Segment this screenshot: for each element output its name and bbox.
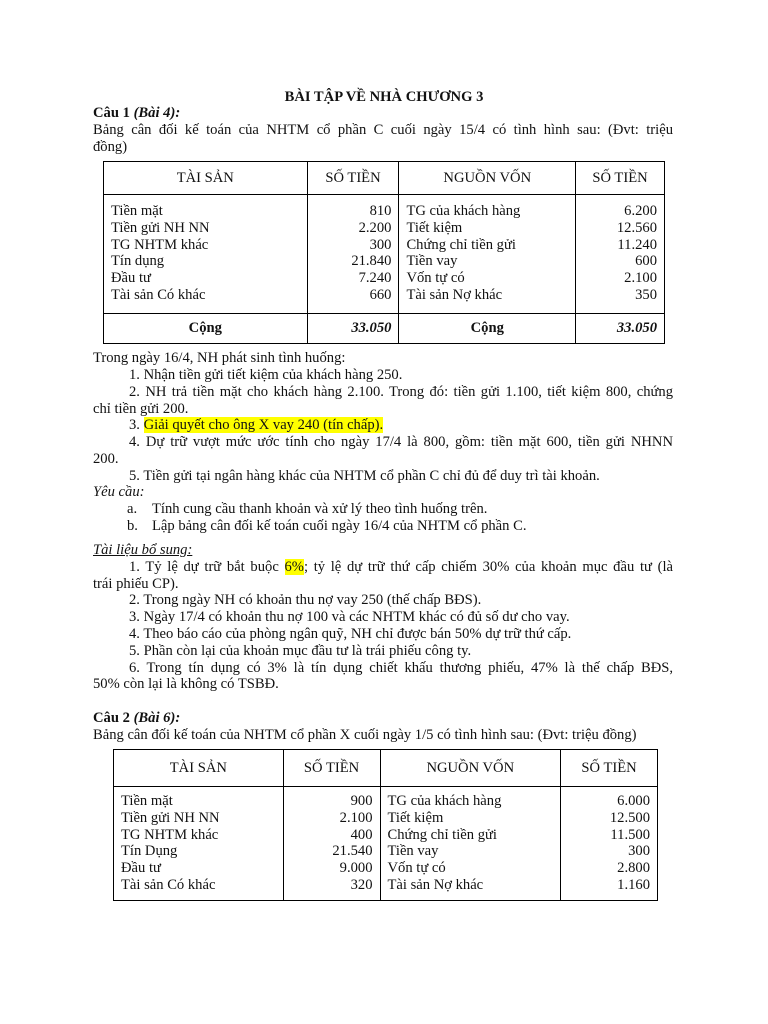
q2-source-value: 1.160: [617, 876, 650, 893]
q2-source-item: Tiết kiệm: [387, 809, 444, 826]
q1-situation-intro: Trong ngày 16/4, NH phát sinh tình huống:: [93, 350, 346, 366]
q1-table-body-row: [104, 195, 665, 314]
q1-supplement-3: 3. Ngày 17/4 có khoản thu nợ 100 và các NHTM khác có đủ số dư cho vay.: [129, 609, 570, 625]
q1-supplement-2: 2. Trong ngày NH có khoản thu nợ vay 250 (thế chấp BĐS).: [129, 592, 482, 608]
q2-asset-value: 2.100: [339, 809, 373, 826]
q1-situation-3-number: 3.: [129, 417, 140, 433]
q2-header-assets: TÀI SẢN: [114, 750, 284, 787]
q1-balance-table: [103, 161, 665, 344]
q1-heading: [93, 105, 180, 122]
q1-asset-value: 7.240: [358, 270, 392, 287]
q2-asset-item: Tiền gửi NH NN: [121, 809, 220, 826]
q1-supplement-1-highlight: 6%: [284, 559, 304, 575]
q1-heading-label: Câu 1: [93, 105, 130, 121]
q2-source-item: Vốn tự có: [387, 860, 446, 877]
q2-asset-value: 400: [350, 826, 373, 843]
q1-requirement-a: Tính cung cầu thanh khoản và xử lý theo tình huống trên.: [152, 501, 488, 517]
q1-supplement-1b: trái phiếu CP).: [93, 576, 179, 592]
q1-total-label-assets: Cộng: [104, 313, 308, 343]
q2-asset-item: Tín Dụng: [121, 843, 178, 860]
q1-source-item: Chứng chỉ tiền gửi: [406, 236, 516, 253]
q2-header-sources: NGUỒN VỐN: [380, 750, 561, 787]
q2-table-header-row: [114, 750, 658, 787]
q1-situation-2b: chỉ tiền gửi 200.: [93, 401, 189, 417]
q1-asset-item: Đầu tư: [111, 270, 151, 287]
q1-asset-value: 660: [369, 286, 392, 303]
q1-sources-cell: [399, 195, 576, 314]
q2-source-values-cell: [561, 787, 658, 901]
q1-asset-values-cell: [307, 195, 399, 314]
q1-requirements-label: Yêu cầu:: [93, 484, 145, 500]
q1-asset-value: 2.200: [358, 219, 392, 236]
q1-supplement-label: Tài liệu bổ sung:: [93, 542, 193, 558]
q1-source-value: 2.100: [624, 270, 657, 287]
q1-requirement-a-mark: a.: [127, 501, 138, 517]
q1-intro-line-2: đồng): [93, 139, 128, 155]
q2-asset-value: 320: [350, 876, 373, 893]
q2-asset-value: 21.540: [332, 843, 373, 860]
q1-total-sources: 33.050: [576, 313, 665, 343]
q1-total-assets: 33.050: [307, 313, 399, 343]
q2-source-value: 6.000: [617, 793, 650, 809]
q2-heading-sub: (Bài 6):: [133, 710, 181, 726]
q1-source-values-cell: [576, 195, 665, 314]
q2-source-item: TG của khách hàng: [387, 793, 502, 809]
q1-table-total-row: [104, 313, 665, 343]
q1-situation-4b: 200.: [93, 451, 119, 467]
q1-asset-value: 810: [369, 203, 392, 219]
q1-supplement-1-post: ; tỷ lệ dự trữ thứ cấp chiếm 30% của khoản mục đầu tư (là: [303, 559, 673, 575]
q1-asset-item: Tín dụng: [111, 253, 165, 270]
q1-situation-3-highlight: Giải quyết cho ông X vay 240 (tín chấp).: [143, 417, 384, 433]
q1-asset-item: TG NHTM khác: [111, 236, 209, 253]
q2-asset-value: 900: [350, 793, 373, 809]
q2-source-item: Chứng chỉ tiền gửi: [387, 826, 497, 843]
q2-header-amount-1: SỐ TIỀN: [283, 750, 380, 787]
q1-asset-value: 21.840: [351, 253, 392, 270]
q1-supplement-4: 4. Theo báo cáo của phòng ngân quỹ, NH chỉ được bán 50% dự trữ thứ cấp.: [129, 626, 572, 642]
q1-assets-cell: [104, 195, 308, 314]
q2-heading-label: Câu 2: [93, 710, 130, 726]
q1-asset-value: 300: [369, 236, 392, 253]
q2-source-item: Tiền vay: [387, 843, 439, 860]
q1-total-label-sources: Cộng: [399, 313, 576, 343]
q1-supplement-6a: 6. Trong tín dụng có 3% là tín dụng chiết khấu thương phiếu, 47% là thế chấp BĐS,: [129, 660, 673, 676]
q2-source-value: 300: [628, 843, 650, 860]
q1-asset-item: Tài sản Có khác: [111, 286, 206, 303]
q1-table-header-row: [104, 162, 665, 195]
q1-heading-sub: (Bài 4):: [133, 105, 181, 121]
q1-situation-1: 1. Nhận tiền gửi tiết kiệm của khách hàng 250.: [129, 367, 403, 383]
q2-asset-values-cell: [283, 787, 380, 901]
q1-supplement-1: [129, 559, 673, 576]
q1-source-item: Tiền vay: [406, 253, 458, 270]
q1-requirement-b-mark: b.: [127, 518, 138, 534]
q1-source-item: Tài sản Nợ khác: [406, 286, 503, 303]
q2-asset-value: 9.000: [339, 860, 373, 877]
q2-intro: Bảng cân đối kế toán của NHTM cổ phần X cuối ngày 1/5 có tình hình sau: (Đvt: triệu đồng): [93, 727, 637, 743]
q2-balance-table: [113, 749, 658, 901]
q2-asset-item: TG NHTM khác: [121, 826, 219, 843]
q2-source-value: 12.500: [609, 809, 650, 826]
q1-situation-2a: 2. NH trả tiền mặt cho khách hàng 2.100. Trong đó: tiền gửi 1.100, tiết kiệm 800, chứng: [129, 384, 673, 400]
q1-asset-item: Tiền gửi NH NN: [111, 219, 210, 236]
q1-source-item: Vốn tự có: [406, 270, 465, 287]
q1-source-value: 11.240: [617, 236, 657, 253]
q1-header-sources: NGUỒN VỐN: [399, 162, 576, 195]
q2-heading: [93, 710, 180, 727]
q2-source-value: 11.500: [610, 826, 650, 843]
q1-situation-4a: 4. Dự trữ vượt mức ước tính cho ngày 17/4 là 800, gồm: tiền mặt 600, tiền gửi NHNN: [129, 434, 673, 450]
q1-header-assets: TÀI SẢN: [104, 162, 308, 195]
q1-situation-3: [129, 417, 383, 434]
q1-situation-5: 5. Tiền gửi tại ngân hàng khác của NHTM cổ phần C chỉ đủ để duy trì tài khoản.: [129, 468, 600, 484]
q1-header-amount-2: SỐ TIỀN: [576, 162, 665, 195]
q1-asset-item: Tiền mặt: [111, 203, 163, 219]
q2-header-amount-2: SỐ TIỀN: [561, 750, 658, 787]
q1-supplement-1-pre: 1. Tỷ lệ dự trữ bắt buộc: [129, 559, 279, 575]
q2-asset-item: Tài sản Có khác: [121, 876, 216, 893]
q2-asset-item: Đầu tư: [121, 860, 161, 877]
q1-source-value: 6.200: [624, 203, 657, 219]
q1-source-value: 600: [635, 253, 657, 270]
q1-source-item: Tiết kiệm: [406, 219, 463, 236]
q1-supplement-6b: 50% còn lại là không có TSBĐ.: [93, 676, 279, 692]
q1-source-value: 12.560: [616, 219, 657, 236]
q1-requirement-b: Lập bảng cân đối kế toán cuối ngày 16/4 của NHTM cổ phần C.: [152, 518, 527, 534]
q2-assets-cell: [114, 787, 284, 901]
q1-header-amount-1: SỐ TIỀN: [307, 162, 399, 195]
q2-source-value: 2.800: [617, 860, 650, 877]
page-title: BÀI TẬP VỀ NHÀ CHƯƠNG 3: [284, 89, 484, 105]
q1-source-value: 350: [635, 286, 657, 303]
q2-source-item: Tài sản Nợ khác: [387, 876, 484, 893]
q2-sources-cell: [380, 787, 561, 901]
q2-table-body-row: [114, 787, 658, 901]
q1-supplement-5: 5. Phần còn lại của khoản mục đầu tư là trái phiếu công ty.: [129, 643, 472, 659]
q2-asset-item: Tiền mặt: [121, 793, 173, 809]
q1-source-item: TG của khách hàng: [406, 203, 521, 219]
q1-intro-line-1: Bảng cân đối kế toán của NHTM cổ phần C cuối ngày 15/4 có tình hình sau: (Đvt: triệu: [93, 122, 673, 138]
